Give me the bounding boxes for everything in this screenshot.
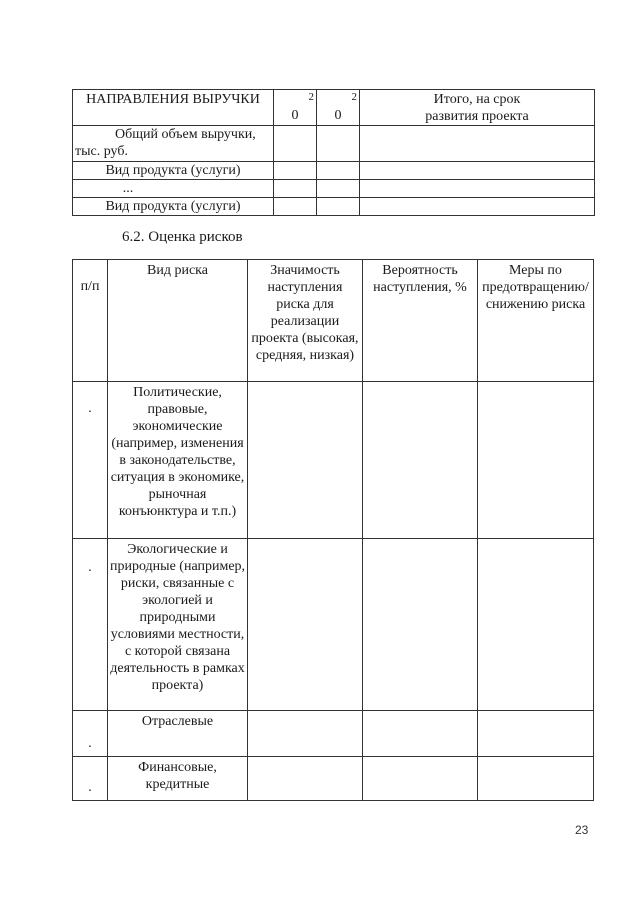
row-4-risk: Финансовые, кредитные bbox=[108, 757, 248, 801]
page-number: 23 bbox=[575, 823, 589, 837]
cell bbox=[317, 162, 360, 180]
header-measures: Меры по предотвращению/ снижению риска bbox=[478, 260, 594, 382]
row-1-num: . bbox=[73, 382, 108, 539]
year-column-2 bbox=[317, 90, 360, 126]
cell bbox=[478, 539, 594, 711]
year-column-1-digit: 2 bbox=[308, 91, 314, 103]
cell bbox=[360, 126, 595, 162]
row-1-risk: Политические, правовые, экономические (например, изменения в законодательстве, ситуация в экономике, рыночная конъюнктура и т.п.) bbox=[108, 382, 248, 539]
row-product-2: Вид продукта (услуги) bbox=[73, 198, 274, 216]
cell bbox=[274, 126, 317, 162]
cell bbox=[274, 162, 317, 180]
cell bbox=[360, 198, 595, 216]
row-3-num: . bbox=[73, 711, 108, 757]
cell bbox=[248, 757, 363, 801]
cell bbox=[360, 162, 595, 180]
cell bbox=[363, 539, 478, 711]
cell bbox=[363, 711, 478, 757]
cell bbox=[478, 757, 594, 801]
cell bbox=[363, 757, 478, 801]
cell bbox=[360, 180, 595, 198]
year-column-1 bbox=[274, 90, 317, 126]
year-column-1-zero: 0 bbox=[291, 108, 299, 123]
cell bbox=[248, 539, 363, 711]
header-risk-type: Вид риска bbox=[108, 260, 248, 382]
row-ellipsis: ... bbox=[73, 180, 274, 198]
cell bbox=[248, 382, 363, 539]
header-direction: НАПРАВЛЕНИЯ ВЫРУЧКИ bbox=[73, 90, 274, 126]
cell bbox=[317, 126, 360, 162]
cell bbox=[274, 180, 317, 198]
cell bbox=[248, 711, 363, 757]
cell bbox=[317, 198, 360, 216]
cell bbox=[478, 711, 594, 757]
section-title: 6.2. Оценка рисков bbox=[122, 229, 243, 245]
cell bbox=[478, 382, 594, 539]
row-total-revenue: Общий объем выручки, тыс. руб. bbox=[73, 126, 274, 162]
revenue-table bbox=[72, 89, 595, 216]
row-product-1: Вид продукта (услуги) bbox=[73, 162, 274, 180]
cell bbox=[363, 382, 478, 539]
header-significance: Значимость наступления риска для реализации проекта (высокая, средняя, низкая) bbox=[248, 260, 363, 382]
row-2-risk: Экологические и природные (например, риски, связанные с экологией и природными условиями местности, с которой связана деятельность в рамках проекта) bbox=[108, 539, 248, 711]
row-3-risk: Отраслевые bbox=[108, 711, 248, 757]
row-2-num: . bbox=[73, 539, 108, 711]
risk-table bbox=[72, 259, 594, 801]
cell bbox=[274, 198, 317, 216]
header-num: п/п bbox=[73, 260, 108, 382]
year-column-2-digit: 2 bbox=[351, 91, 357, 103]
header-probability: Вероятность наступления, % bbox=[363, 260, 478, 382]
header-total: Итого, на срок развития проекта bbox=[360, 90, 595, 126]
row-4-num: . bbox=[73, 757, 108, 801]
cell bbox=[317, 180, 360, 198]
year-column-2-zero: 0 bbox=[334, 108, 342, 123]
